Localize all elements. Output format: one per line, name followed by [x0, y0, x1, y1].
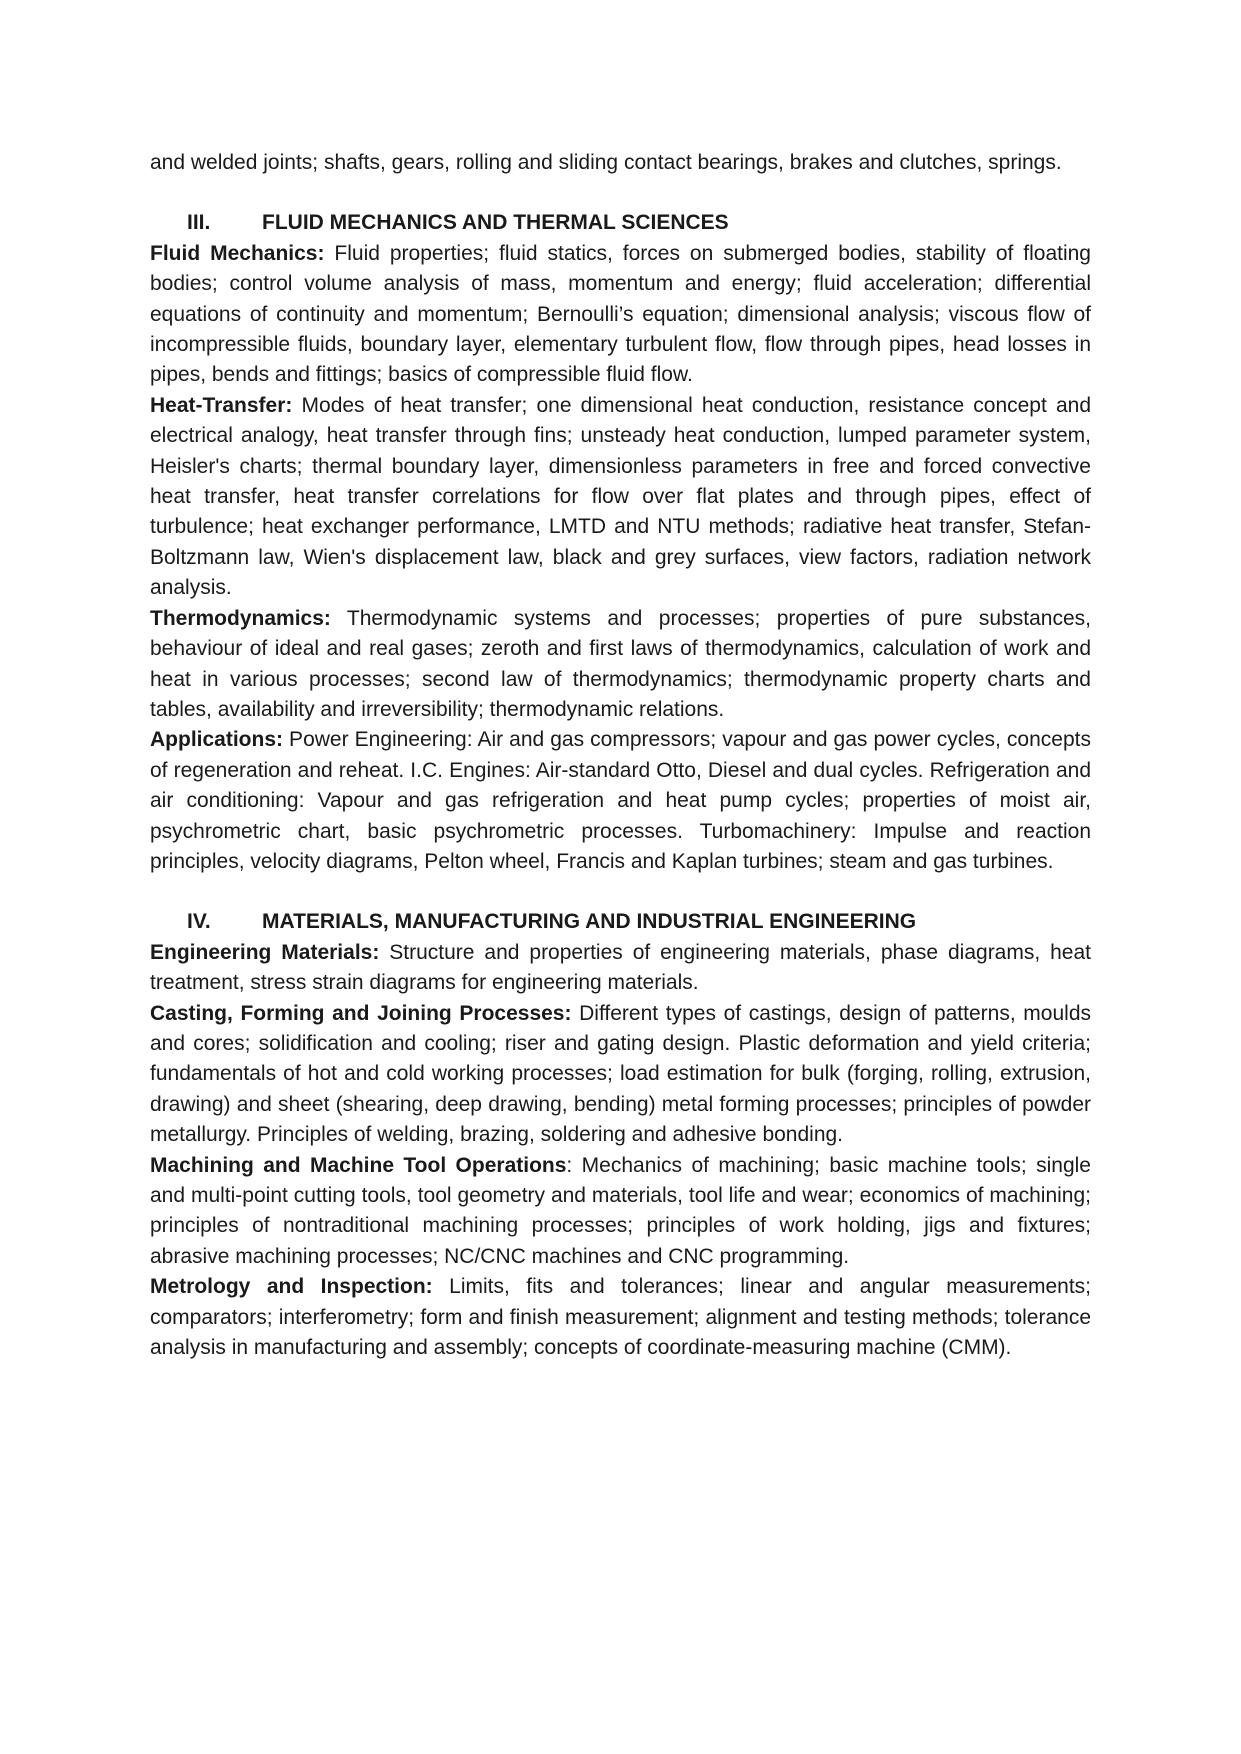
- topic-text: Limits, fits and tolerances; linear and angular measurements; comparators; interferometry; form and finish measurement; alignment and testing methods; tolerance analysis in manufacturing and assembly; concepts of coordinate-measuring machine (CMM).: [150, 1275, 1092, 1360]
- topic-title: Casting, Forming and Joining Processes:: [150, 1001, 572, 1025]
- topic-paragraph-thermodynamics: [150, 604, 1091, 726]
- topic-paragraph-engineering-materials: [150, 938, 1091, 999]
- section-heading-fluid-mechanics-thermal: [150, 208, 1091, 238]
- topic-title: Machining and Machine Tool Operations: [150, 1153, 567, 1177]
- section-title: FLUID MECHANICS AND THERMAL SCIENCES: [262, 211, 729, 235]
- topic-text: Thermodynamic systems and processes; properties of pure substances, behaviour of ideal and real gases; zeroth and first laws of thermodynamics, calculation of work and heat in various processes; second law of thermodynamics; thermodynamic property charts and tables, availability and irreversibility; thermodynamic relations.: [150, 606, 1091, 721]
- spacer: [150, 178, 1091, 208]
- topic-text: : Mechanics of machining; basic machine tools; single and multi-point cutting tools, tool geometry and materials, tool life and wear; economics of machining; principles of nontraditional machining processes; principles of work holding, jigs and fixtures; abrasive machining processes; NC/CNC machines and CNC programming.: [150, 1153, 1091, 1268]
- topic-text: Fluid properties; fluid statics, forces on submerged bodies, stability of floating bodies; control volume analysis of mass, momentum and energy; fluid acceleration; differential equations of continuity and momentum; Bernoulli’s equation; dimensional analysis; viscous flow of incompressible fluids, boundary layer, elementary turbulent flow, flow through pipes, head losses in pipes, bends and fittings; basics of compressible fluid flow.: [150, 241, 1091, 387]
- topic-title: Metrology and Inspection:: [150, 1275, 433, 1299]
- intro-paragraph: and welded joints; shafts, gears, rolling and sliding contact bearings, brakes and clutches, springs.: [150, 151, 1062, 174]
- section-title: MATERIALS, MANUFACTURING AND INDUSTRIAL ENGINEERING: [262, 910, 917, 934]
- topic-paragraph-casting-forming-joining: [150, 999, 1091, 1151]
- topic-paragraph-applications: [150, 725, 1091, 877]
- topic-title: Thermodynamics:: [150, 606, 331, 630]
- section-heading-materials-manufacturing: [150, 907, 1091, 937]
- section-numeral: III.: [187, 211, 211, 235]
- section-numeral: IV.: [187, 910, 211, 934]
- spacer: [150, 877, 1091, 907]
- topic-paragraph-fluid-mechanics: [150, 239, 1091, 391]
- topic-title: Applications:: [150, 728, 284, 752]
- topic-title: Fluid Mechanics:: [150, 241, 325, 265]
- topic-title: Heat-Transfer:: [150, 393, 293, 417]
- topic-paragraph-heat-transfer: [150, 391, 1091, 604]
- topic-text: Power Engineering: Air and gas compressors; vapour and gas power cycles, concepts of regeneration and reheat. I.C. Engines: Air-standard Otto, Diesel and dual cycles. Refrigeration and air conditioning: Vapour and gas refrigeration and heat pump cycles; properties of moist air, psychrometric chart, basic psychrometric processes. Turbomachinery: Impulse and reaction principles, velocity diagrams, Pelton wheel, Francis and Kaplan turbines; steam and gas turbines.: [150, 728, 1091, 873]
- topic-text: Modes of heat transfer; one dimensional heat conduction, resistance concept and electrical analogy, heat transfer through fins; unsteady heat conduction, lumped parameter system, Heisler's charts; thermal boundary layer, dimensionless parameters in free and forced convective heat transfer, heat transfer correlations for flow over flat plates and through pipes, effect of turbulence; heat exchanger performance, LMTD and NTU methods; radiative heat transfer, Stefan- Boltzmann law, Wien's displacement law, black and grey surfaces, view factors, radiation network analysis.: [150, 393, 1091, 600]
- topic-paragraph-machining: [150, 1151, 1091, 1273]
- topic-text: Different types of castings, design of patterns, moulds and cores; solidification and cooling; riser and gating design. Plastic deformation and yield criteria; fundamentals of hot and cold working processes; load estimation for bulk (forging, rolling, extrusion, drawing) and sheet (shearing, deep drawing, bending) metal forming processes; principles of powder metallurgy. Principles of welding, brazing, soldering and adhesive bonding.: [150, 1001, 1091, 1147]
- topic-text: Structure and properties of engineering materials, phase diagrams, heat treatment, stress strain diagrams for engineering materials.: [150, 940, 1092, 995]
- topic-paragraph-metrology: [150, 1272, 1091, 1363]
- document-page: [150, 148, 1091, 1363]
- topic-title: Engineering Materials:: [150, 940, 380, 964]
